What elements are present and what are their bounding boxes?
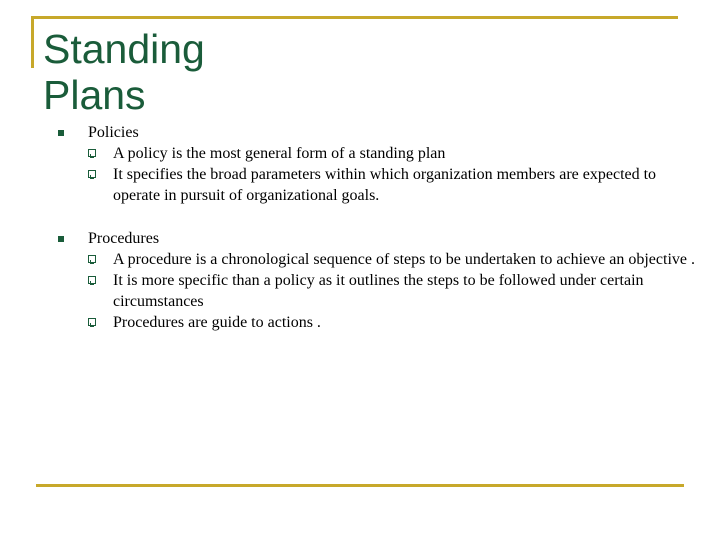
sub-bullet-text: It specifies the broad parameters within which organization members are expected to operate in pursuit of organizational goals. [113, 166, 657, 204]
sub-bullet-item [88, 143, 695, 164]
sub-bullet-item [88, 312, 695, 333]
outlined-square-bullet-icon [88, 276, 96, 284]
outlined-square-bullet-icon [88, 318, 96, 326]
section-heading: Procedures [88, 230, 160, 247]
sub-bullet-text: A procedure is a chronological sequence of steps to be undertaken to achieve an objective . [113, 251, 695, 268]
outlined-square-bullet-icon [88, 170, 96, 178]
left-decorative-rule [31, 16, 34, 68]
sub-bullet-text: It is more specific than a policy as it outlines the steps to be followed under certain circumstances [113, 272, 644, 310]
slide-content [55, 122, 695, 333]
sub-bullet-item [88, 249, 695, 270]
sub-bullet-text: A policy is the most general form of a standing plan [113, 145, 446, 162]
slide-title: Standing Plans [43, 26, 205, 118]
outlined-square-bullet-icon [88, 255, 96, 263]
bullet-section-policies [55, 122, 695, 206]
outlined-square-bullet-icon [88, 149, 96, 157]
filled-square-bullet-icon [58, 236, 64, 242]
bottom-decorative-rule [36, 484, 684, 487]
filled-square-bullet-icon [58, 130, 64, 136]
section-heading: Policies [88, 124, 139, 141]
sub-bullet-item [88, 270, 695, 312]
top-decorative-rule [33, 16, 678, 19]
sub-bullet-text: Procedures are guide to actions . [113, 314, 321, 331]
sub-bullet-item [88, 164, 695, 206]
bullet-section-procedures [55, 228, 695, 333]
